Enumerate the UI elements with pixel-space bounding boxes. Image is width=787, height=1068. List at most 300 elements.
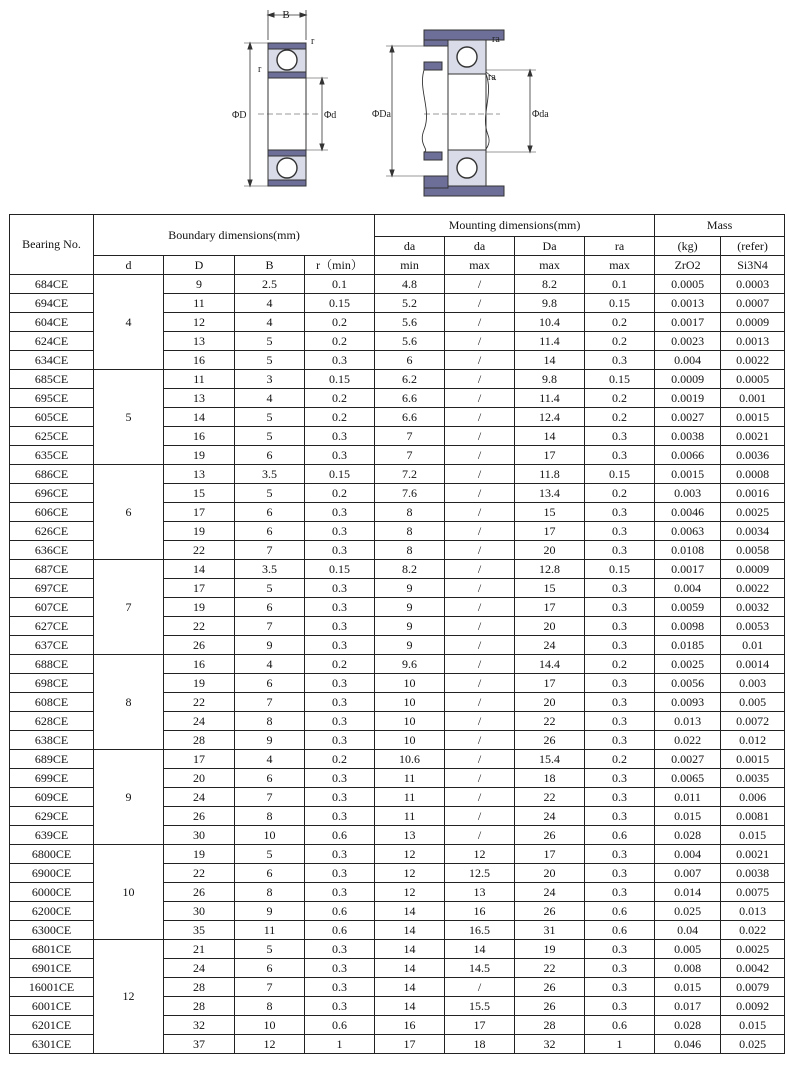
value-cell: 0.001 — [721, 389, 785, 408]
value-cell: 11 — [375, 769, 445, 788]
value-cell: 10.6 — [375, 750, 445, 769]
value-cell: 6 — [235, 446, 305, 465]
header-sub: da — [445, 237, 515, 256]
value-cell: 9 — [375, 579, 445, 598]
value-cell: 3.5 — [235, 465, 305, 484]
value-cell: 0.003 — [655, 484, 721, 503]
value-cell: 28 — [164, 731, 235, 750]
header-unit: d — [94, 256, 164, 275]
value-cell: 26 — [515, 731, 585, 750]
value-cell: 0.0016 — [721, 484, 785, 503]
value-cell: 0.004 — [655, 845, 721, 864]
value-cell: 19 — [164, 446, 235, 465]
value-cell: 16 — [445, 902, 515, 921]
header-sub: da — [375, 237, 445, 256]
value-cell: 26 — [164, 807, 235, 826]
value-cell: 0.028 — [655, 826, 721, 845]
bearing-no-cell: 6900CE — [10, 864, 94, 883]
value-cell: 12 — [445, 845, 515, 864]
value-cell: 0.3 — [585, 883, 655, 902]
value-cell: 12 — [375, 883, 445, 902]
value-cell: 17 — [445, 1016, 515, 1035]
value-cell: 4 — [235, 750, 305, 769]
value-cell: 24 — [164, 959, 235, 978]
value-cell: 0.2 — [585, 484, 655, 503]
header-mass: Mass — [655, 215, 785, 237]
table-row — [10, 275, 785, 294]
label-r-left: r — [258, 64, 262, 75]
bearing-no-cell: 6200CE — [10, 902, 94, 921]
value-cell: 0.0185 — [655, 636, 721, 655]
value-cell: 9 — [375, 598, 445, 617]
value-cell: 4 — [235, 655, 305, 674]
value-cell: 32 — [515, 1035, 585, 1054]
value-cell: 30 — [164, 826, 235, 845]
value-cell: 0.3 — [305, 541, 375, 560]
bearing-no-cell: 6801CE — [10, 940, 94, 959]
value-cell: 5 — [235, 484, 305, 503]
value-cell: 4.8 — [375, 275, 445, 294]
value-cell: 7 — [375, 446, 445, 465]
bearing-no-cell: 608CE — [10, 693, 94, 712]
value-cell: 0.3 — [585, 674, 655, 693]
value-cell: 14.4 — [515, 655, 585, 674]
value-cell: 0.0108 — [655, 541, 721, 560]
value-cell: 5.2 — [375, 294, 445, 313]
bearing-no-cell: 637CE — [10, 636, 94, 655]
label-Da: ΦDa — [372, 109, 391, 120]
value-cell: 6 — [235, 864, 305, 883]
value-cell: 0.046 — [655, 1035, 721, 1054]
bearing-no-cell: 6301CE — [10, 1035, 94, 1054]
value-cell: 3 — [235, 370, 305, 389]
value-cell: 0.6 — [585, 1016, 655, 1035]
value-cell: 37 — [164, 1035, 235, 1054]
value-cell: / — [445, 750, 515, 769]
value-cell: 28 — [164, 997, 235, 1016]
bearing-no-cell: 629CE — [10, 807, 94, 826]
value-cell: 0.0021 — [721, 845, 785, 864]
value-cell: / — [445, 370, 515, 389]
value-cell: 0.011 — [655, 788, 721, 807]
value-cell: 13 — [164, 389, 235, 408]
value-cell: 12 — [375, 864, 445, 883]
value-cell: 0.015 — [655, 978, 721, 997]
value-cell: 17 — [515, 845, 585, 864]
bore-d-cell: 6 — [94, 465, 164, 560]
value-cell: 9 — [235, 731, 305, 750]
value-cell: 5.6 — [375, 332, 445, 351]
value-cell: 0.015 — [721, 1016, 785, 1035]
header-unit: max — [585, 256, 655, 275]
value-cell: 14 — [164, 560, 235, 579]
value-cell: 0.6 — [585, 826, 655, 845]
value-cell: 0.022 — [721, 921, 785, 940]
bearing-no-cell: 695CE — [10, 389, 94, 408]
value-cell: 0.013 — [655, 712, 721, 731]
value-cell: 26 — [164, 883, 235, 902]
value-cell: 0.0007 — [721, 294, 785, 313]
value-cell: 0.013 — [721, 902, 785, 921]
value-cell: 13 — [164, 465, 235, 484]
header-unit: min — [375, 256, 445, 275]
value-cell: 0.0072 — [721, 712, 785, 731]
bore-d-cell: 10 — [94, 845, 164, 940]
value-cell: / — [445, 598, 515, 617]
value-cell: 0.0017 — [655, 560, 721, 579]
value-cell: 22 — [164, 693, 235, 712]
value-cell: 0.0025 — [655, 655, 721, 674]
value-cell: 5 — [235, 408, 305, 427]
value-cell: 16 — [375, 1016, 445, 1035]
value-cell: 14 — [375, 921, 445, 940]
value-cell: 5 — [235, 351, 305, 370]
value-cell: 0.3 — [305, 712, 375, 731]
value-cell: 0.2 — [585, 750, 655, 769]
value-cell: 0.3 — [585, 579, 655, 598]
value-cell: 0.3 — [305, 427, 375, 446]
bearing-no-cell: 686CE — [10, 465, 94, 484]
value-cell: 4 — [235, 313, 305, 332]
table-row — [10, 560, 785, 579]
value-cell: / — [445, 788, 515, 807]
value-cell: 24 — [164, 788, 235, 807]
value-cell: 0.3 — [305, 636, 375, 655]
value-cell: 18 — [515, 769, 585, 788]
value-cell: 0.04 — [655, 921, 721, 940]
value-cell: / — [445, 294, 515, 313]
value-cell: 0.3 — [305, 807, 375, 826]
value-cell: / — [445, 731, 515, 750]
value-cell: 17 — [515, 598, 585, 617]
bearing-diagrams — [0, 0, 787, 212]
value-cell: 0.0059 — [655, 598, 721, 617]
value-cell: 0.0032 — [721, 598, 785, 617]
value-cell: 0.006 — [721, 788, 785, 807]
value-cell: 15.5 — [445, 997, 515, 1016]
bearing-no-cell: 638CE — [10, 731, 94, 750]
value-cell: 12 — [164, 313, 235, 332]
bearing-no-cell: 699CE — [10, 769, 94, 788]
value-cell: 0.017 — [655, 997, 721, 1016]
value-cell: 0.3 — [305, 959, 375, 978]
value-cell: / — [445, 541, 515, 560]
value-cell: 0.025 — [655, 902, 721, 921]
value-cell: 0.3 — [585, 503, 655, 522]
bearing-no-cell: 606CE — [10, 503, 94, 522]
value-cell: 0.3 — [305, 883, 375, 902]
value-cell: 13 — [445, 883, 515, 902]
value-cell: 8 — [375, 541, 445, 560]
value-cell: / — [445, 636, 515, 655]
value-cell: 22 — [164, 864, 235, 883]
value-cell: 7.2 — [375, 465, 445, 484]
value-cell: 0.6 — [585, 921, 655, 940]
value-cell: 0.2 — [305, 484, 375, 503]
header-bearing-no: Bearing No. — [10, 215, 94, 275]
header-unit: ZrO2 — [655, 256, 721, 275]
value-cell: 4 — [235, 294, 305, 313]
value-cell: 18 — [445, 1035, 515, 1054]
value-cell: 0.0075 — [721, 883, 785, 902]
value-cell: 0.2 — [585, 655, 655, 674]
value-cell: 0.3 — [305, 503, 375, 522]
value-cell: 11.4 — [515, 332, 585, 351]
value-cell: 11 — [164, 294, 235, 313]
value-cell: 26 — [515, 978, 585, 997]
value-cell: / — [445, 275, 515, 294]
value-cell: / — [445, 446, 515, 465]
value-cell: 19 — [164, 845, 235, 864]
value-cell: 19 — [164, 598, 235, 617]
value-cell: 0.3 — [585, 731, 655, 750]
value-cell: 4 — [235, 389, 305, 408]
value-cell: 5 — [235, 427, 305, 446]
value-cell: 0.3 — [585, 598, 655, 617]
value-cell: 0.0005 — [721, 370, 785, 389]
value-cell: 19 — [515, 940, 585, 959]
value-cell: 17 — [375, 1035, 445, 1054]
value-cell: 0.3 — [585, 959, 655, 978]
value-cell: 12.8 — [515, 560, 585, 579]
value-cell: 24 — [515, 636, 585, 655]
mounting-diagram — [386, 30, 536, 196]
value-cell: 10 — [375, 693, 445, 712]
value-cell: 9 — [164, 275, 235, 294]
value-cell: 10 — [375, 674, 445, 693]
value-cell: 22 — [515, 788, 585, 807]
value-cell: 0.0058 — [721, 541, 785, 560]
value-cell: 0.2 — [585, 389, 655, 408]
value-cell: 0.0027 — [655, 750, 721, 769]
value-cell: 9.6 — [375, 655, 445, 674]
bearing-no-cell: 6000CE — [10, 883, 94, 902]
value-cell: 8 — [235, 712, 305, 731]
value-cell: 0.3 — [585, 636, 655, 655]
value-cell: 0.3 — [305, 997, 375, 1016]
value-cell: 0.2 — [305, 313, 375, 332]
value-cell: 19 — [164, 522, 235, 541]
label-r-top: r — [311, 36, 315, 47]
value-cell: 0.3 — [585, 978, 655, 997]
value-cell: 0.0053 — [721, 617, 785, 636]
bearing-no-cell: 696CE — [10, 484, 94, 503]
value-cell: 0.2 — [585, 313, 655, 332]
label-D: ΦD — [232, 110, 247, 121]
value-cell: 15 — [164, 484, 235, 503]
value-cell: 0.0017 — [655, 313, 721, 332]
bearing-no-cell: 625CE — [10, 427, 94, 446]
bearing-no-cell: 6300CE — [10, 921, 94, 940]
value-cell: 0.004 — [655, 351, 721, 370]
bore-d-cell: 5 — [94, 370, 164, 465]
value-cell: 0.3 — [585, 712, 655, 731]
value-cell: / — [445, 617, 515, 636]
value-cell: 0.1 — [585, 275, 655, 294]
bearing-no-cell: 628CE — [10, 712, 94, 731]
bearing-no-cell: 6800CE — [10, 845, 94, 864]
value-cell: 0.3 — [305, 769, 375, 788]
value-cell: 20 — [515, 541, 585, 560]
value-cell: / — [445, 427, 515, 446]
value-cell: 0.3 — [305, 351, 375, 370]
header-sub: (refer) — [721, 237, 785, 256]
table-row — [10, 940, 785, 959]
value-cell: 9 — [235, 902, 305, 921]
value-cell: 17 — [164, 750, 235, 769]
value-cell: 17 — [164, 503, 235, 522]
value-cell: 14 — [164, 408, 235, 427]
header-boundary-dimensions: Boundary dimensions(mm) — [94, 215, 375, 256]
value-cell: 28 — [164, 978, 235, 997]
value-cell: 9 — [375, 617, 445, 636]
bearing-no-cell: 636CE — [10, 541, 94, 560]
value-cell: 0.15 — [305, 560, 375, 579]
value-cell: 16.5 — [445, 921, 515, 940]
label-d: Φd — [324, 110, 337, 121]
value-cell: 8 — [235, 997, 305, 1016]
value-cell: 21 — [164, 940, 235, 959]
value-cell: 9 — [375, 636, 445, 655]
bearing-no-cell: 689CE — [10, 750, 94, 769]
bearing-no-cell: 6201CE — [10, 1016, 94, 1035]
value-cell: 0.0079 — [721, 978, 785, 997]
value-cell: 11 — [375, 807, 445, 826]
value-cell: 0.3 — [585, 940, 655, 959]
value-cell: / — [445, 674, 515, 693]
header-sub: (kg) — [655, 237, 721, 256]
value-cell: 9.8 — [515, 370, 585, 389]
value-cell: 15 — [515, 579, 585, 598]
bearing-no-cell: 607CE — [10, 598, 94, 617]
value-cell: 0.0081 — [721, 807, 785, 826]
value-cell: 16 — [164, 655, 235, 674]
value-cell: 0.3 — [305, 788, 375, 807]
label-ra-mid: ra — [488, 72, 496, 83]
value-cell: 0.15 — [305, 370, 375, 389]
value-cell: 35 — [164, 921, 235, 940]
bearing-section-diagram — [244, 10, 328, 186]
value-cell: / — [445, 484, 515, 503]
value-cell: 1 — [305, 1035, 375, 1054]
value-cell: 0.3 — [585, 427, 655, 446]
value-cell: 7 — [235, 541, 305, 560]
value-cell: 14 — [375, 997, 445, 1016]
value-cell: 0.6 — [585, 902, 655, 921]
value-cell: 0.15 — [585, 560, 655, 579]
value-cell: 20 — [515, 693, 585, 712]
value-cell: 0.012 — [721, 731, 785, 750]
value-cell: / — [445, 522, 515, 541]
value-cell: 17 — [515, 522, 585, 541]
value-cell: 14 — [445, 940, 515, 959]
bore-d-cell: 8 — [94, 655, 164, 750]
value-cell: 0.0036 — [721, 446, 785, 465]
table-row — [10, 370, 785, 389]
value-cell: 0.3 — [585, 351, 655, 370]
value-cell: 0.3 — [305, 446, 375, 465]
bearing-no-cell: 624CE — [10, 332, 94, 351]
value-cell: 0.0015 — [721, 408, 785, 427]
value-cell: / — [445, 503, 515, 522]
value-cell: 10 — [375, 712, 445, 731]
value-cell: 0.0046 — [655, 503, 721, 522]
value-cell: 0.0042 — [721, 959, 785, 978]
value-cell: / — [445, 693, 515, 712]
table-row — [10, 750, 785, 769]
value-cell: 20 — [164, 769, 235, 788]
bearing-no-cell: 627CE — [10, 617, 94, 636]
value-cell: 5.6 — [375, 313, 445, 332]
bore-d-cell: 9 — [94, 750, 164, 845]
value-cell: 5 — [235, 332, 305, 351]
value-cell: 6.6 — [375, 389, 445, 408]
value-cell: 24 — [164, 712, 235, 731]
bore-d-cell: 4 — [94, 275, 164, 370]
header-unit: B — [235, 256, 305, 275]
value-cell: / — [445, 408, 515, 427]
value-cell: 20 — [515, 864, 585, 883]
value-cell: 0.3 — [585, 769, 655, 788]
value-cell: 0.3 — [585, 541, 655, 560]
value-cell: 0.0008 — [721, 465, 785, 484]
bearing-no-cell: 698CE — [10, 674, 94, 693]
value-cell: / — [445, 389, 515, 408]
value-cell: 0.007 — [655, 864, 721, 883]
value-cell: 6 — [235, 522, 305, 541]
value-cell: / — [445, 560, 515, 579]
value-cell: / — [445, 579, 515, 598]
value-cell: 14 — [375, 959, 445, 978]
value-cell: 0.3 — [585, 845, 655, 864]
value-cell: 8 — [235, 807, 305, 826]
label-da: Φda — [532, 109, 549, 120]
value-cell: 0.3 — [585, 693, 655, 712]
value-cell: 17 — [515, 674, 585, 693]
value-cell: 28 — [515, 1016, 585, 1035]
value-cell: 0.003 — [721, 674, 785, 693]
bearing-no-cell: 609CE — [10, 788, 94, 807]
header-sub: Da — [515, 237, 585, 256]
value-cell: 22 — [164, 541, 235, 560]
header-sub: ra — [585, 237, 655, 256]
header-unit: r（min） — [305, 256, 375, 275]
value-cell: 26 — [515, 826, 585, 845]
value-cell: 26 — [164, 636, 235, 655]
value-cell: 0.3 — [305, 978, 375, 997]
value-cell: 6 — [235, 598, 305, 617]
value-cell: 0.0065 — [655, 769, 721, 788]
value-cell: 6 — [235, 769, 305, 788]
value-cell: 20 — [515, 617, 585, 636]
value-cell: 26 — [515, 997, 585, 1016]
bearing-no-cell: 6001CE — [10, 997, 94, 1016]
value-cell: 0.0009 — [721, 313, 785, 332]
value-cell: 22 — [164, 617, 235, 636]
value-cell: 0.022 — [655, 731, 721, 750]
value-cell: 0.0025 — [721, 503, 785, 522]
value-cell: / — [445, 712, 515, 731]
value-cell: / — [445, 807, 515, 826]
value-cell: 15 — [515, 503, 585, 522]
value-cell: 0.3 — [585, 864, 655, 883]
value-cell: 0.15 — [305, 465, 375, 484]
value-cell: 0.3 — [305, 693, 375, 712]
value-cell: 0.0092 — [721, 997, 785, 1016]
value-cell: 0.2 — [305, 655, 375, 674]
value-cell: 5 — [235, 940, 305, 959]
value-cell: 12 — [375, 845, 445, 864]
